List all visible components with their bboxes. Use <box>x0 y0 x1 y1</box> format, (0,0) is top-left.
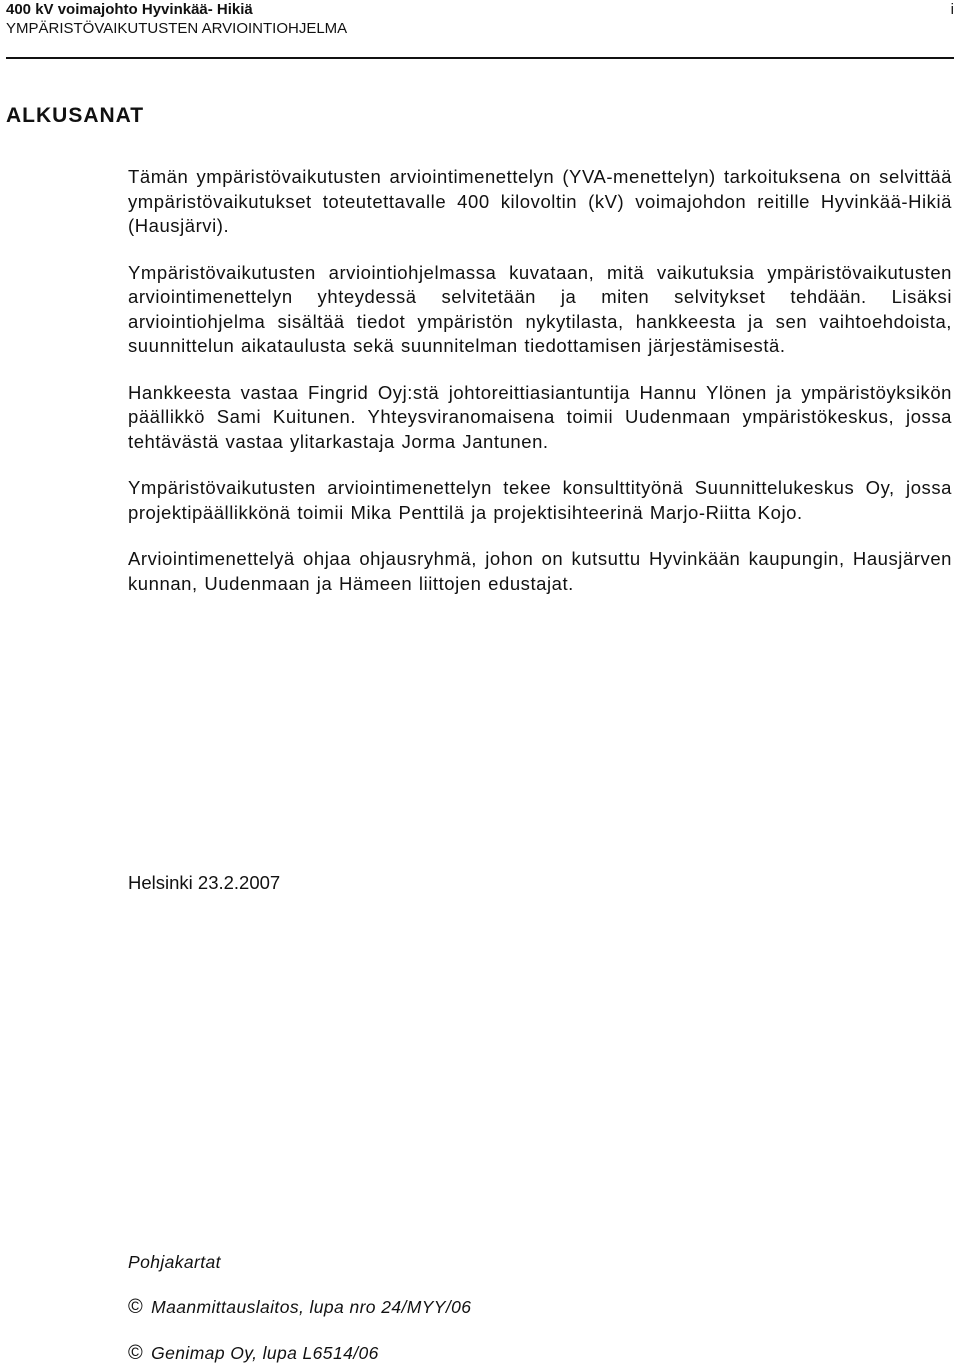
map-credit-text: Genimap Oy, lupa L6514/06 <box>151 1343 379 1363</box>
section-heading: ALKUSANAT <box>6 104 145 127</box>
paragraph-consultant: Ympäristövaikutusten arviointimenettelyn tekee konsulttityönä Suunnittelukeskus Oy, jossa projektipäällikkönä toimii Mika Penttilä ja projektisihteerinä Marjo-Riitta Kojo. <box>128 477 952 523</box>
copyright-icon: © <box>128 1296 144 1318</box>
map-credit <box>128 1296 471 1318</box>
copyright-icon: © <box>128 1342 144 1364</box>
page-number: i <box>950 1 954 18</box>
paragraph-responsible-parties: Hankkeesta vastaa Fingrid Oyj:stä johtoreittiasiantuntija Hannu Ylönen ja ympäristöyksikön päällikkö Sami Kuitunen. Yhteysviranomaisena toimii Uudenmaan ympäristökeskus, jossa tehtävästä vastaa ylitarkastaja Jorma Jantunen. <box>128 381 952 452</box>
paragraph-program-content: Ympäristövaikutusten arviointiohjelmassa kuvataan, mitä vaikutuksia ympäristövaikutusten arviointimenettelyn yhteydessä selvitetään ja miten selvitykset tehdään. Lisäksi arviointiohjelma sisältää tiedot ympäristön nykytilasta, hankkeesta ja sen vaihtoehdoista, suunnittelun aikataulusta sekä suunnitelman tiedottamisen järjestämisestä. <box>128 261 952 356</box>
base-maps-heading: Pohjakartat <box>128 1252 221 1272</box>
foreword-body <box>128 165 952 618</box>
map-credit <box>128 1342 379 1364</box>
document-title: 400 kV voimajohto Hyvinkää- Hikiä <box>6 1 253 18</box>
paragraph-steering-group: Arviointimenettelyä ohjaa ohjausryhmä, johon on kutsuttu Hyvinkään kaupungin, Hausjärven kunnan, Uudenmaan ja Hämeen liittojen edustajat. <box>128 548 952 594</box>
page-header <box>6 0 954 60</box>
header-divider <box>6 57 954 59</box>
document-subtitle: YMPÄRISTÖVAIKUTUSTEN ARVIOINTIOHJELMA <box>6 20 348 37</box>
map-credit-text: Maanmittauslaitos, lupa nro 24/MYY/06 <box>151 1297 472 1317</box>
paragraph-purpose: Tämän ympäristövaikutusten arviointimenettelyn (YVA-menettelyn) tarkoituksena on selvittää ympäristövaikutukset toteutettavalle 400 kilovoltin (kV) voimajohdon reitille Hyvinkää-Hikiä (Hausjärvi). <box>128 166 952 236</box>
place-and-date: Helsinki 23.2.2007 <box>128 872 281 893</box>
